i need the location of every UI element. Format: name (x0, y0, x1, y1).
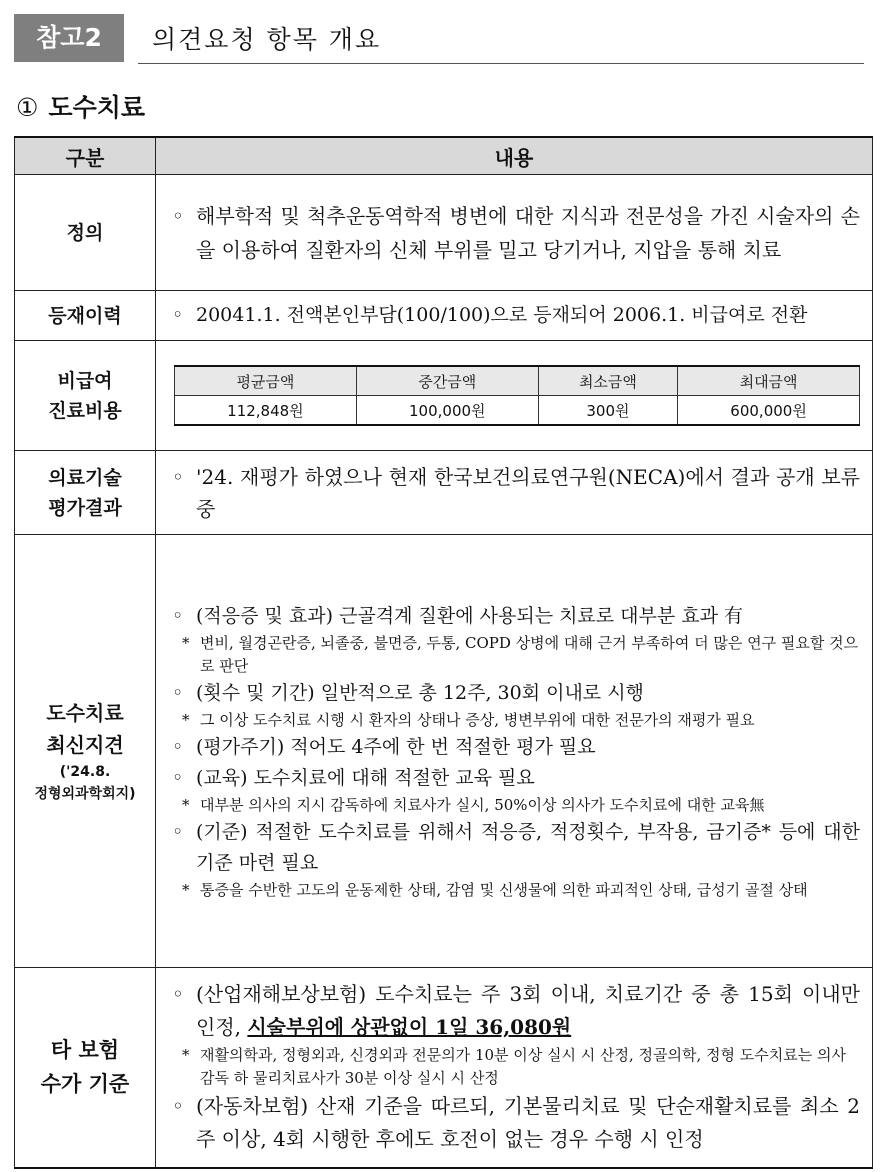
section-title (16, 88, 145, 124)
col-header-category: 구분 (15, 137, 156, 175)
cost-value-median: 100,000원 (356, 396, 538, 426)
cost-value-avg: 112,848원 (175, 396, 357, 426)
row-history (15, 291, 873, 341)
cost-header-median: 중간금액 (356, 366, 538, 396)
cost-header-min: 최소금액 (538, 366, 677, 396)
label-guide-line2: 최신지견 (46, 733, 124, 757)
label-cost (15, 341, 156, 451)
row-definition (15, 175, 873, 291)
guideline-criteria: ◦ (기준) 적절한 도수치료를 위해서 적응증, 적정횟수, 부작용, 금기증* 등에 대한 기준 마련 필요 (168, 817, 860, 879)
insurance-industrial-highlight: 시술부위에 상관없이 1일 36,080원 (247, 1015, 572, 1040)
cost-header-max: 최대금액 (678, 366, 860, 396)
guideline-indication-note: * 변비, 월경곤란증, 뇌졸중, 불면증, 두통, COPD 상병에 대해 근거 부족하여 더 많은 연구 필요할 것으로 판단 (168, 632, 860, 678)
reference-badge: 참고2 (14, 14, 124, 62)
label-history: 등재이력 (15, 291, 156, 341)
content-guideline (156, 535, 873, 968)
label-cost-line2: 진료비용 (48, 399, 122, 422)
section-title-text: 도수치료 (48, 93, 146, 122)
evaluation-text: ◦ '24. 재평가 하였으나 현재 한국보건의료연구원(NECA)에서 결과 공개 보류 중 (168, 461, 860, 525)
label-ins-line2: 수가 기준 (40, 1072, 130, 1097)
label-insurance (15, 968, 156, 1168)
insurance-industrial-note: * 재활의학과, 정형외과, 신경외과 전문의가 10분 이상 실시 시 산정, 정골의학, 정형 도수치료는 의사 감독 하 물리치료사가 30분 이상 실시 시 산정 (168, 1044, 860, 1090)
guideline-frequency: ◦ (횟수 및 기간) 일반적으로 총 12주, 30회 이내로 시행 (168, 678, 860, 709)
guideline-education-note: * 대부분 의사의 지시 감독하에 치료사가 실시, 50%이상 의사가 도수치료에 대한 교육無 (168, 794, 860, 817)
label-evaluation (15, 451, 156, 535)
page-header (14, 14, 864, 64)
cost-table (174, 365, 860, 426)
insurance-industrial-text: (산업재해보상보험) 도수치료는 주 3회 이내, 치료기간 중 총 15회 이내만 인정, (196, 982, 860, 1040)
label-guideline (15, 535, 156, 968)
row-guideline (15, 535, 873, 968)
content-definition (156, 175, 873, 291)
content-cost (156, 341, 873, 451)
label-guide-line4: 정형외과학회지) (34, 786, 136, 802)
insurance-auto: ◦ (자동차보험) 산재 기준을 따르되, 기본물리치료 및 단순재활치료를 최소 2주 이상, 4회 시행한 후에도 호전이 없는 경우 수행 시 인정 (168, 1090, 860, 1156)
label-cost-line1: 비급여 (57, 369, 113, 392)
cost-header-avg: 평균금액 (175, 366, 357, 396)
col-header-content: 내용 (156, 137, 873, 175)
guideline-frequency-note: * 그 이상 도수치료 시행 시 환자의 상태나 증상, 병변부위에 대한 전문가의 재평가 필요 (168, 709, 860, 732)
cost-header-row (175, 366, 860, 396)
header-divider (138, 63, 864, 64)
row-insurance (15, 968, 873, 1168)
history-text: ◦ 20041.1. 전액본인부담(100/100)으로 등재되어 2006.1. 비급여로 전환 (168, 300, 860, 331)
content-history (156, 291, 873, 341)
guideline-indication: ◦ (적응증 및 효과) 근골격계 질환에 사용되는 치료로 대부분 효과 有 (168, 601, 860, 632)
row-cost (15, 341, 873, 451)
label-eval-line1: 의료기술 (48, 466, 122, 489)
label-guide-line1: 도수치료 (46, 701, 124, 725)
cost-value-min: 300원 (538, 396, 677, 426)
label-eval-line2: 평가결과 (48, 496, 122, 519)
section-marker: ① (16, 93, 39, 122)
guideline-education: ◦ (교육) 도수치료에 대해 적절한 교육 필요 (168, 763, 860, 794)
content-evaluation (156, 451, 873, 535)
row-evaluation (15, 451, 873, 535)
header-title: 의견요청 항목 개요 (152, 25, 382, 54)
content-insurance (156, 968, 873, 1168)
definition-text: ◦ 해부학적 및 척추운동역학적 병변에 대한 지식과 전문성을 가진 시술자의 손을 이용하여 질환자의 신체 부위를 밀고 당기거나, 지압을 통해 치료 (168, 199, 860, 267)
cost-value-max: 600,000원 (678, 396, 860, 426)
guideline-criteria-note: * 통증을 수반한 고도의 운동제한 상태, 감염 및 신생물에 의한 파괴적인 상태, 급성기 골절 상태 (168, 879, 860, 902)
cost-value-row (175, 396, 860, 426)
overview-table (14, 136, 873, 1169)
label-ins-line1: 타 보험 (50, 1038, 120, 1063)
guideline-eval-cycle: ◦ (평가주기) 적어도 4주에 한 번 적절한 평가 필요 (168, 732, 860, 763)
table-header-row (15, 137, 873, 175)
label-definition: 정의 (15, 175, 156, 291)
insurance-industrial (168, 978, 860, 1044)
label-guide-line3: ('24.8. (59, 764, 111, 780)
